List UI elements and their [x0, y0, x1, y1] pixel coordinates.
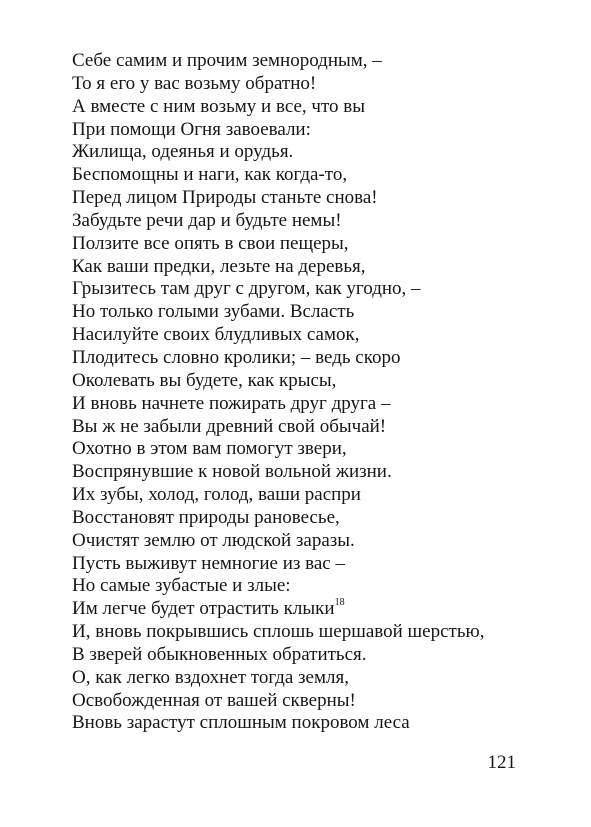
poem-line: Освобожденная от вашей скверны!: [72, 689, 356, 711]
poem-line: О, как легко вздохнет тогда земля,: [72, 666, 349, 688]
poem-line: Но самые зубастые и злые:: [72, 575, 291, 597]
poem-line: Вы ж не забыли древний свой обычай!: [72, 415, 387, 437]
poem-line: Беспомощны и наги, как когда-то,: [72, 164, 348, 186]
poem-line: Воспрянувшие к новой вольной жизни.: [72, 461, 392, 483]
poem-line: Их зубы, холод, голод, ваши распри: [72, 484, 361, 506]
poem-line: Плодитесь словно кролики; – ведь скоро: [72, 346, 401, 368]
poem-line: Охотно в этом вам помогут звери,: [72, 438, 347, 460]
poem-text: [72, 50, 484, 735]
page-number: 121: [487, 752, 516, 773]
footnote-reference[interactable]: 18: [334, 596, 345, 608]
poem-line: Восстановят природы рановесье,: [72, 506, 340, 528]
poem-line-text: Им легче будет отрастить клыки: [72, 598, 335, 620]
poem-line: Забудьте речи дар и будьте немы!: [72, 209, 342, 231]
poem-line: Ползите все опять в свои пещеры,: [72, 232, 349, 254]
poem-line: Вновь зарастут сплошным покровом леса: [72, 712, 410, 734]
poem-line: Но только голыми зубами. Всласть: [72, 301, 355, 323]
poem-line: И вновь начнете пожирать друг друга –: [72, 392, 391, 414]
poem-line: Грызитесь там друг с другом, как угодно, –: [72, 278, 421, 300]
poem-line: Пусть выживут немногие из вас –: [72, 552, 345, 574]
poem-line: То я его у вас возьму обратно!: [72, 72, 317, 94]
poem-line: Жилища, одеянья и орудья.: [72, 141, 294, 163]
poem-line: При помощи Огня завоевали:: [72, 118, 311, 140]
poem-line: И, вновь покрывшись сплошь шершавой шерстью,: [72, 621, 485, 643]
poem-line: Очистят землю от людской заразы.: [72, 529, 355, 551]
poem-line-with-footnote: [72, 598, 484, 621]
poem-line: А вместе с ним возьму и все, что вы: [72, 95, 366, 117]
poem-line: В зверей обыкновенных обратиться.: [72, 643, 367, 665]
poem-line: Как ваши предки, лезьте на деревья,: [72, 255, 366, 277]
poem-line: Перед лицом Природы станьте снова!: [72, 187, 378, 209]
poem-line: Себе самим и прочим земнородным, –: [72, 50, 382, 71]
poem-line: Насилуйте своих блудливых самок,: [72, 324, 360, 346]
poem-line: Околевать вы будете, как крысы,: [72, 369, 337, 391]
